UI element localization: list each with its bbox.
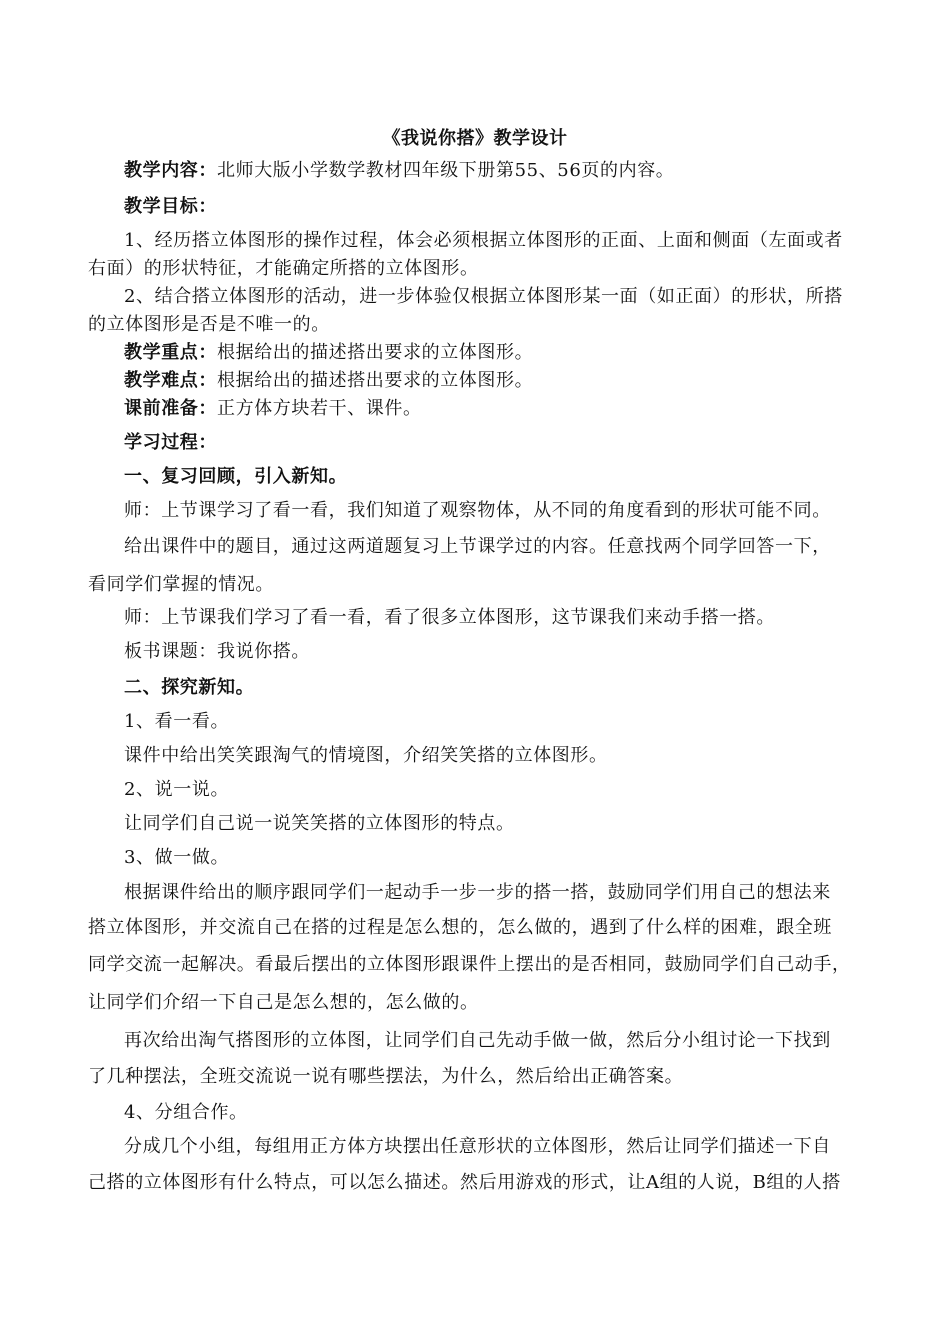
class-preparation-text: 正方体方块若干、课件。 (217, 398, 422, 419)
step-4-heading: 4、分组合作。 (124, 1102, 248, 1123)
step-2-heading: 2、说一说。 (124, 779, 230, 800)
teaching-difficulty (124, 368, 868, 394)
step-3-text2-line-1: 再次给出淘气搭图形的立体图，让同学们自己先动手做一做，然后分小组讨论一下找到 (124, 1030, 831, 1051)
step-1-heading: 1、看一看。 (124, 711, 230, 732)
section-1-heading: 一、复习回顾，引入新知。 (124, 466, 348, 487)
section-2-heading: 二、探究新知。 (124, 677, 255, 698)
learning-process-heading: 学习过程： (124, 432, 217, 453)
step-3-text-line-2: 搭立体图形，并交流自己在搭的过程是怎么想的，怎么做的，遇到了什么样的困难，跟全班 (88, 917, 832, 938)
step-3-heading: 3、做一做。 (124, 847, 230, 868)
teaching-content-text: 北师大版小学数学教材四年级下册第55、56页的内容。 (217, 160, 675, 181)
step-3-text-line-3: 同学交流一起解决。看最后摆出的立体图形跟课件上摆出的是否相同，鼓励同学们自己动手， (88, 954, 851, 975)
step-1-text: 课件中给出笑笑跟淘气的情境图，介绍笑笑搭的立体图形。 (124, 745, 608, 766)
teaching-difficulty-label: 教学难点： (124, 370, 217, 391)
teaching-difficulty-text: 根据给出的描述搭出要求的立体图形。 (217, 370, 534, 391)
step-3-text-line-1: 根据课件给出的顺序跟同学们一起动手一步一步的搭一搭，鼓励同学们用自己的想法来 (124, 882, 831, 903)
section-1-paragraph-2-line-2: 看同学们掌握的情况。 (88, 574, 274, 595)
class-preparation-label: 课前准备： (124, 398, 217, 419)
step-4-text-line-1: 分成几个小组，每组用正方体方块摆出任意形状的立体图形，然后让同学们描述一下自 (124, 1136, 831, 1157)
section-1-paragraph-3: 师：上节课我们学习了看一看，看了很多立体图形，这节课我们来动手搭一搭。 (124, 607, 775, 628)
section-1-paragraph-1: 师：上节课学习了看一看，我们知道了观察物体，从不同的角度看到的形状可能不同。 (124, 500, 831, 521)
class-preparation (124, 396, 868, 422)
teaching-content-label: 教学内容： (124, 160, 217, 181)
goal-1-line-1: 1、经历搭立体图形的操作过程，体会必须根据立体图形的正面、上面和侧面（左面或者 (124, 230, 843, 251)
goal-1-line-2: 右面）的形状特征，才能确定所搭的立体图形。 (88, 258, 479, 279)
teaching-goals-heading: 教学目标： (124, 196, 217, 217)
step-3-text-line-4: 让同学们介绍一下自己是怎么想的，怎么做的。 (88, 992, 479, 1013)
goal-2-line-1: 2、结合搭立体图形的活动，进一步体验仅根据立体图形某一面（如正面）的形状，所搭 (124, 286, 843, 307)
section-1-paragraph-2-line-1: 给出课件中的题目，通过这两道题复习上节课学过的内容。任意找两个同学回答一下， (124, 536, 831, 557)
teaching-content (124, 158, 868, 184)
teaching-key-text: 根据给出的描述搭出要求的立体图形。 (217, 342, 534, 363)
section-1-paragraph-4: 板书课题：我说你搭。 (124, 641, 310, 662)
step-3-text2-line-2: 了几种摆法，全班交流说一说有哪些摆法，为什么，然后给出正确答案。 (88, 1066, 684, 1087)
goal-2-line-2: 的立体图形是否是不唯一的。 (88, 314, 330, 335)
teaching-key (124, 340, 868, 366)
step-4-text-line-2: 己搭的立体图形有什么特点，可以怎么描述。然后用游戏的形式，让A组的人说，B组的人搭 (88, 1172, 841, 1193)
document-title: 《我说你搭》教学设计 (382, 128, 568, 149)
teaching-key-label: 教学重点： (124, 342, 217, 363)
step-2-text: 让同学们自己说一说笑笑搭的立体图形的特点。 (124, 813, 515, 834)
